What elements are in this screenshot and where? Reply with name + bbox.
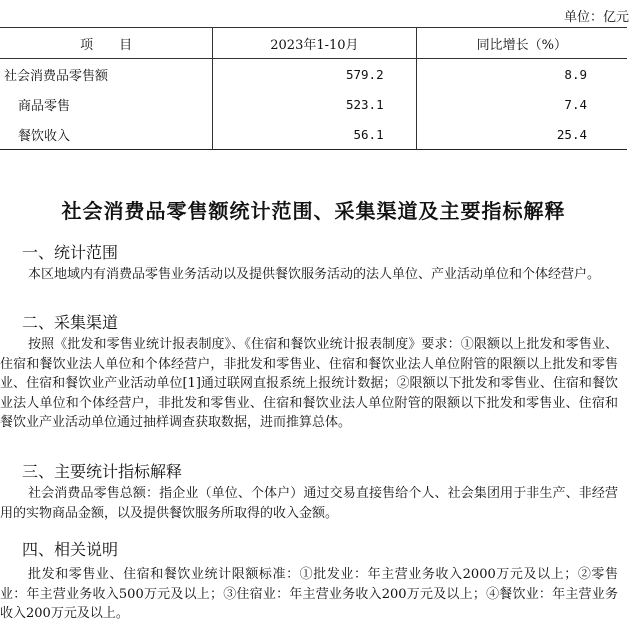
table-header-row — [0, 28, 627, 59]
row-value: 579.2 — [213, 59, 416, 90]
section-heading-scope: 一、统计范围 — [22, 243, 119, 262]
row-name: 社会消费品零售额 — [4, 68, 109, 84]
table-row — [0, 89, 627, 119]
section-text-scope: 本区地域内有消费品零售业务活动以及提供餐饮服务活动的法人单位、产业活动单位和个体经营户。 — [28, 267, 601, 282]
row-growth: 7.4 — [416, 89, 627, 119]
section-heading-channels: 二、采集渠道 — [22, 313, 119, 332]
document-title: 社会消费品零售额统计范围、采集渠道及主要指标解释 — [61, 199, 566, 223]
row-name: 商品零售 — [18, 98, 71, 114]
unit-label: 单位：亿元 — [563, 10, 629, 25]
row-growth: 25.4 — [416, 119, 627, 150]
table-row — [0, 119, 627, 150]
row-growth: 8.9 — [416, 59, 627, 90]
table-row — [0, 59, 627, 90]
section-heading-indicators: 三、主要统计指标解释 — [22, 462, 183, 481]
section-heading-notes: 四、相关说明 — [22, 540, 119, 559]
header-item: 项 目 — [0, 28, 213, 59]
row-value: 56.1 — [213, 119, 416, 150]
header-growth: 同比增长（%） — [416, 28, 627, 59]
row-name: 餐饮收入 — [0, 119, 213, 150]
header-period: 2023年1-10月 — [213, 28, 416, 59]
section-text-notes: 批发和零售业、住宿和餐饮业统计限额标准：①批发业：年主营业务收入2000万元及以上；②零售业：年主营业务收入500万元及以上；③住宿业：年主营业务收入200万元及以上；④餐饮业：年主营业务收入200万元及以上。 — [0, 567, 618, 621]
row-value: 523.1 — [213, 89, 416, 119]
retail-sales-table — [0, 27, 627, 150]
section-text-channels: 按照《批发和零售业统计报表制度》、《住宿和餐饮业统计报表制度》要求：①限额以上批发和零售业、住宿和餐饮业法人单位和个体经营户，非批发和零售业、住宿和餐饮业法人单位附管的限额以上批发和零售业、住宿和餐饮业产业活动单位[1]通过联网直报系统上报统计数据；②限额以下批发和零售业、住宿和餐饮业法人单位和个体经营户，非批发和零售业、住宿和餐饮业法人单位附管的限额以下批发和零售业、住宿和餐饮业产业活动单位通过抽样调查获取数据，进而推算总体。 — [0, 337, 618, 430]
section-text-indicators: 社会消费品零售总额：指企业（单位、个体户）通过交易直接售给个人、社会集团用于非生产、非经营用的实物商品金额，以及提供餐饮服务所取得的收入金额。 — [0, 486, 618, 521]
